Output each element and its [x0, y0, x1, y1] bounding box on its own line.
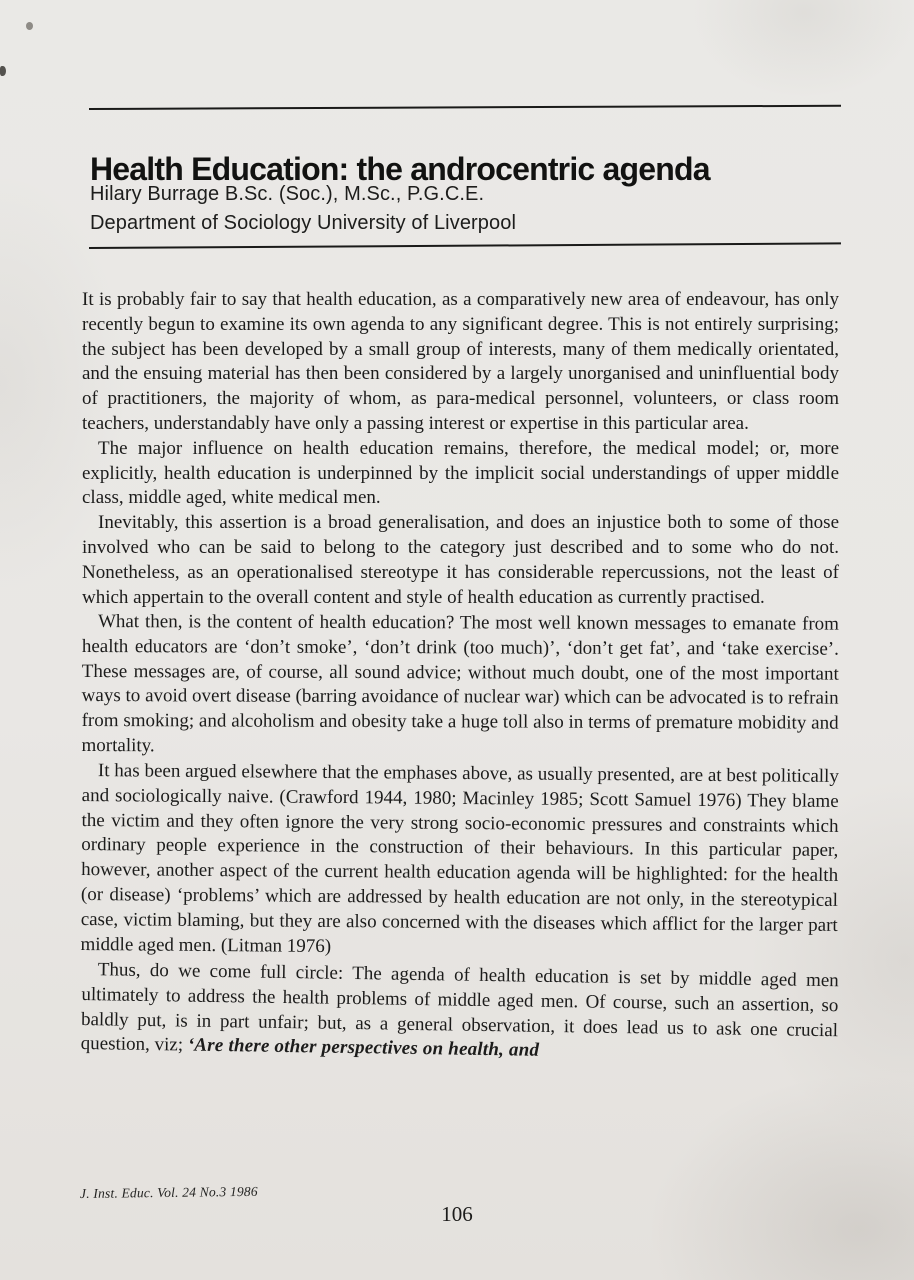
- page-number: 106: [441, 1202, 473, 1226]
- header-rule-bottom: [89, 242, 841, 249]
- italic-question-text: ‘Are there other perspectives on health, and: [187, 1034, 540, 1061]
- article-title: Health Education: the androcentric agenda: [90, 151, 710, 188]
- body-paragraph: [81, 958, 839, 1068]
- author-byline: Hilary Burrage B.Sc. (Soc.), M.Sc., P.G.C.E.: [90, 183, 485, 205]
- body-paragraph: Inevitably, this assertion is a broad generalisation, and does an injustice both to some of those involved who can be said to belong to the category just described and to some who do not. Nonetheless, as an operationalised stereotype it has considerable repercussions, not the least of which appertain to the overall content and style of health education as currently practised.: [82, 512, 839, 608]
- scan-speck: [0, 66, 6, 76]
- body-paragraph: It has been argued elsewhere that the emphases above, as usually presented, are at best politically and sociologically naive. (Crawford 1944, 1980; Macinley 1985; Scott Samuel 1976) They blame the victim and they often ignore the very strong socio-economic pressures and constraints which ordinary people experience in the construction of their behaviours. In this particular paper, however, another aspect of the current health education agenda will be highlighted: for the health (or disease) ‘problems’ which are addressed by health education are not only, in the stereotypical case, victim blaming, but they are also concerned with the diseases which afflict for the larger part middle aged men. (Litman 1976): [80, 760, 839, 957]
- header-rule-top: [89, 105, 841, 110]
- body-paragraph: It is probably fair to say that health education, as a comparatively new area of endeavour, has only recently begun to examine its own agenda to any significant degree. This is not entirely surprising; the subject has been developed by a small group of interests, many of them medically orientated, and the ensuing material has then been considered by a largely unorganised and uninfluential body of practitioners, the majority of whom, as para-medical personnel, volunteers, or class room teachers, understandably have only a passing interest or expertise in this particular area.: [82, 289, 839, 434]
- body-paragraph: What then, is the content of health education? The most well known messages to emanate from health educators are ‘don’t smoke’, ‘don’t drink (too much)’, ‘don’t get fat’, and ‘take exercise’. These messages are, of course, all sound advice; without much doubt, one of the most important ways to avoid overt disease (barring avoidance of nuclear war) which can be advocated is to refrain from smoking; and alcoholism and obesity take a huge toll also in terms of premature mobidity and mortality.: [81, 611, 839, 757]
- journal-citation: J. Inst. Educ. Vol. 24 No.3 1986: [79, 1183, 258, 1201]
- article-body: [80, 288, 839, 1061]
- body-paragraph: The major influence on health education remains, therefore, the medical model; or, more explicitly, health education is underpinned by the implicit social understandings of upper middle class, middle aged, white medical men.: [82, 437, 839, 509]
- author-affiliation: Department of Sociology University of Liverpool: [90, 212, 517, 234]
- scan-speck: [26, 22, 33, 30]
- paragraph-lead-text: Thus, do we come full circle: The agenda of health education is set by middle aged men ultimately to address the health problems of middle aged men. Of course, such an assertion, so baldly put, is in part unfair; but, as a general observation, it does lead us to ask one crucial question, viz;: [80, 958, 839, 1056]
